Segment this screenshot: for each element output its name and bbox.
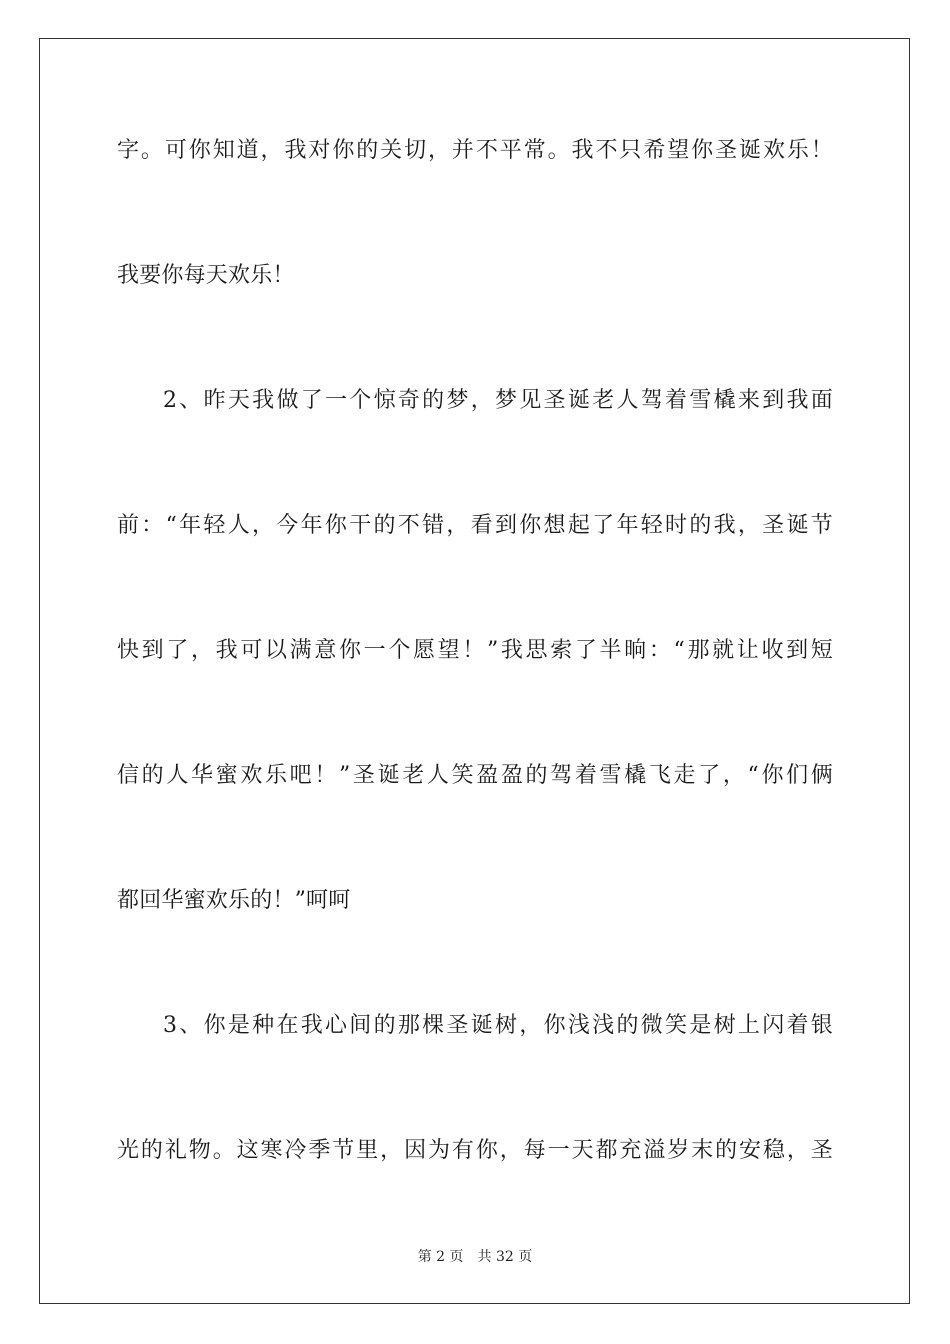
page-number: 第 2 页 <box>417 1249 464 1265</box>
text-line: 光的礼物。这寒冷季节里，因为有你，每一天都充溢岁末的安稳，圣 <box>117 1138 833 1163</box>
page-total: 共 32 页 <box>477 1249 533 1265</box>
text-line: 字。可你知道，我对你的关切，并不平常。我不只希望你圣诞欢乐！ <box>117 138 833 163</box>
text-line: 快到了，我可以满意你一个愿望！”我思索了半晌：“那就让收到短 <box>117 638 833 663</box>
paragraph-start: 3、你是种在我心间的那棵圣诞树，你浅浅的微笑是树上闪着银 <box>163 1013 833 1038</box>
text-line: 前：“年轻人，今年你干的不错，看到你想起了年轻时的我，圣诞节 <box>117 513 833 538</box>
page-border <box>39 38 910 1304</box>
page-footer <box>0 1248 950 1266</box>
text-line: 我要你每天欢乐！ <box>117 263 295 288</box>
text-line: 信的人华蜜欢乐吧！”圣诞老人笑盈盈的驾着雪橇飞走了，“你们俩 <box>117 763 833 788</box>
text-line: 都回华蜜欢乐的！”呵呵 <box>117 888 351 913</box>
paragraph-start: 2、昨天我做了一个惊奇的梦，梦见圣诞老人驾着雪橇来到我面 <box>163 388 833 413</box>
